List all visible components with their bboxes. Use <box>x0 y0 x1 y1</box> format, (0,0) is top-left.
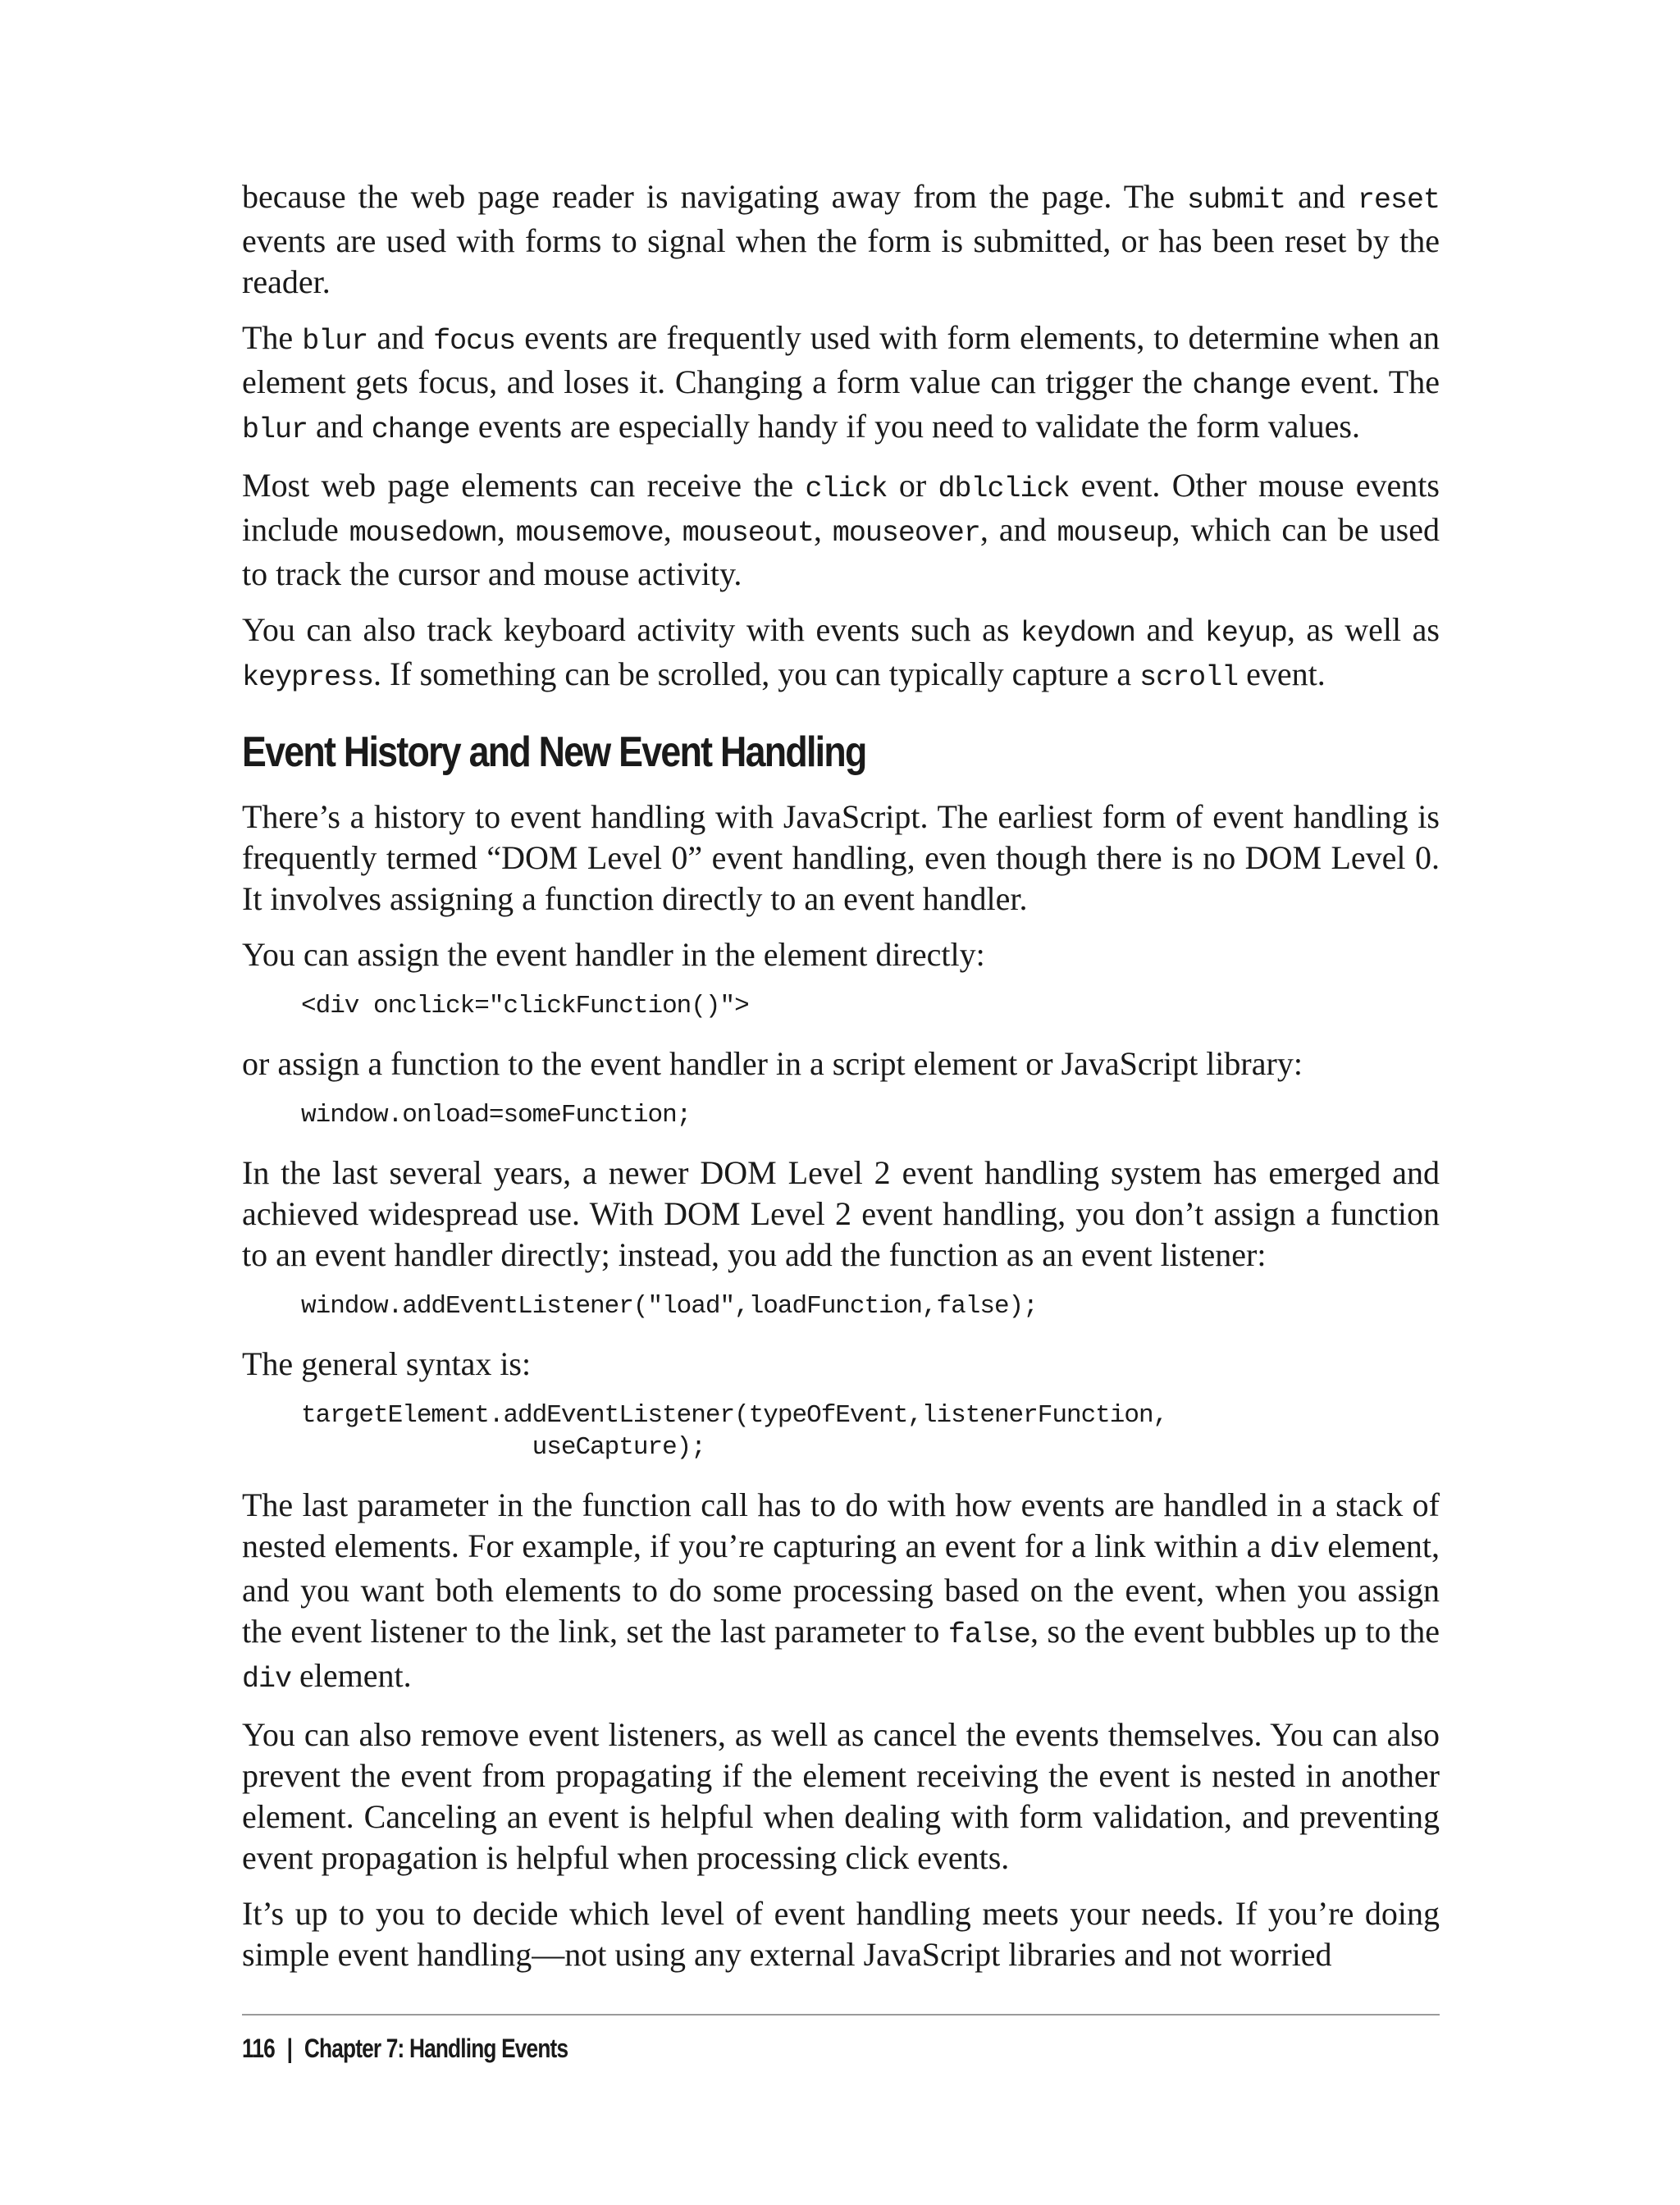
text: , so the event bubbles up to the <box>1029 1613 1440 1650</box>
paragraph-3 <box>242 465 1440 595</box>
text: event. <box>1238 655 1326 692</box>
inline-code: div <box>242 1663 292 1696</box>
paragraph-8: In the last several years, a newer DOM Level 2 event handling system has emerged and achieved widespread use. With DOM Level 2 event handling, you don’t assign a function to an event handler directly; instead, you add the function as an event listener: <box>242 1154 1440 1273</box>
text: , <box>663 511 682 548</box>
inline-code: keyup <box>1204 617 1287 650</box>
section-heading: Event History and New Event Handling <box>242 728 866 776</box>
text: and <box>308 408 372 445</box>
inline-code: change <box>1192 369 1291 402</box>
text: event. The <box>1290 363 1440 400</box>
inline-code: false <box>947 1618 1030 1651</box>
paragraph-11: You can also remove event listeners, as well as cancel the events themselves. You can also prevent the event from propagating if the element receiving the event is nested in another element. Canceling an event is helpful when dealing with form validation, and preventing event propagation is helpful when processing click events. <box>242 1716 1440 1876</box>
paragraph-1 <box>242 176 1440 303</box>
code-block-4: targetElement.addEventListener(typeOfEvent,listenerFunction, useCapture); <box>301 1401 1168 1462</box>
paragraph-9: The general syntax is: <box>242 1345 532 1382</box>
inline-code: keydown <box>1020 617 1135 650</box>
text: and <box>368 319 434 356</box>
footer-separator: | <box>286 2034 293 2063</box>
chapter-title: Chapter 7: Handling Events <box>304 2034 568 2063</box>
paragraph-6: You can assign the event handler in the element directly: <box>242 936 985 973</box>
text: The <box>242 319 303 356</box>
inline-code: mousemove <box>515 517 664 550</box>
code-block-1: <div onclick="clickFunction()"> <box>301 992 749 1020</box>
code-block-2: window.onload=someFunction; <box>301 1101 692 1130</box>
text: events are used with forms to signal when the form is submitted, or has been reset by the reader. <box>242 222 1440 300</box>
inline-code: mouseover <box>832 517 980 550</box>
text: , <box>813 511 833 548</box>
text: and <box>1134 611 1205 648</box>
footer-text <box>242 2032 1224 2065</box>
inline-code: scroll <box>1139 661 1239 694</box>
inline-code: dblclick <box>938 472 1070 505</box>
inline-code: reset <box>1357 184 1440 217</box>
inline-code: mousedown <box>349 517 497 550</box>
text: Most web page elements can receive the <box>242 467 806 504</box>
text: , as well as <box>1286 611 1440 648</box>
paragraph-12: It’s up to you to decide which level of event handling meets your needs. If you’re doing simple event handling—not using any external JavaScript libraries and not worried <box>242 1895 1440 1973</box>
code-block-3: window.addEventListener("load",loadFunction,false); <box>301 1292 1038 1321</box>
text: events are especially handy if you need to validate the form values. <box>469 408 1360 445</box>
inline-code: change <box>371 413 470 446</box>
text: events are frequently used with form elements, to determine when an element gets focus, and loses it. Changing a form value can trigger the <box>242 319 1440 400</box>
inline-code: mouseout <box>682 517 814 550</box>
text: event. Other mouse events include <box>242 467 1440 548</box>
paragraph-10 <box>242 1485 1440 1700</box>
text: The last parameter in the function call has to do with how events are handled in a stack of nested elements. For example, if you’re capturing an event for a link within a <box>242 1486 1440 1564</box>
inline-code: submit <box>1187 184 1286 217</box>
inline-code: mouseup <box>1057 517 1172 550</box>
text: , which can be used to track the cursor and mouse activity. <box>242 511 1440 592</box>
paragraph-4 <box>242 609 1440 698</box>
text: , <box>496 511 516 548</box>
paragraph-7: or assign a function to the event handler in a script element or JavaScript library: <box>242 1045 1303 1082</box>
paragraph-2 <box>242 317 1440 450</box>
page-body <box>242 176 1440 1990</box>
footer-rule <box>242 2014 1440 2016</box>
inline-code: click <box>805 472 888 505</box>
page-number: 116 <box>242 2034 275 2063</box>
text: or <box>887 467 938 504</box>
inline-code: keypress <box>242 661 374 694</box>
text: element, and you want both elements to do some processing based on the event, when you assign the event listener to the link, set the last parameter to <box>242 1527 1440 1650</box>
inline-code: focus <box>433 325 516 358</box>
page-footer <box>242 2014 1440 2065</box>
text: because the web page reader is navigating away from the page. The <box>242 178 1188 215</box>
text: You can also track keyboard activity with events such as <box>242 611 1020 648</box>
paragraph-5: There’s a history to event handling with JavaScript. The earliest form of event handling is frequently termed “DOM Level 0” event handling, even though there is no DOM Level 0. It involves assigning a function directly to an event handler. <box>242 798 1440 917</box>
text: . If something can be scrolled, you can typically capture a <box>373 655 1140 692</box>
inline-code: div <box>1269 1533 1319 1566</box>
text: , and <box>979 511 1057 548</box>
text: element. <box>291 1657 412 1694</box>
inline-code: blur <box>242 413 308 446</box>
inline-code: blur <box>302 325 368 358</box>
text: and <box>1285 178 1358 215</box>
